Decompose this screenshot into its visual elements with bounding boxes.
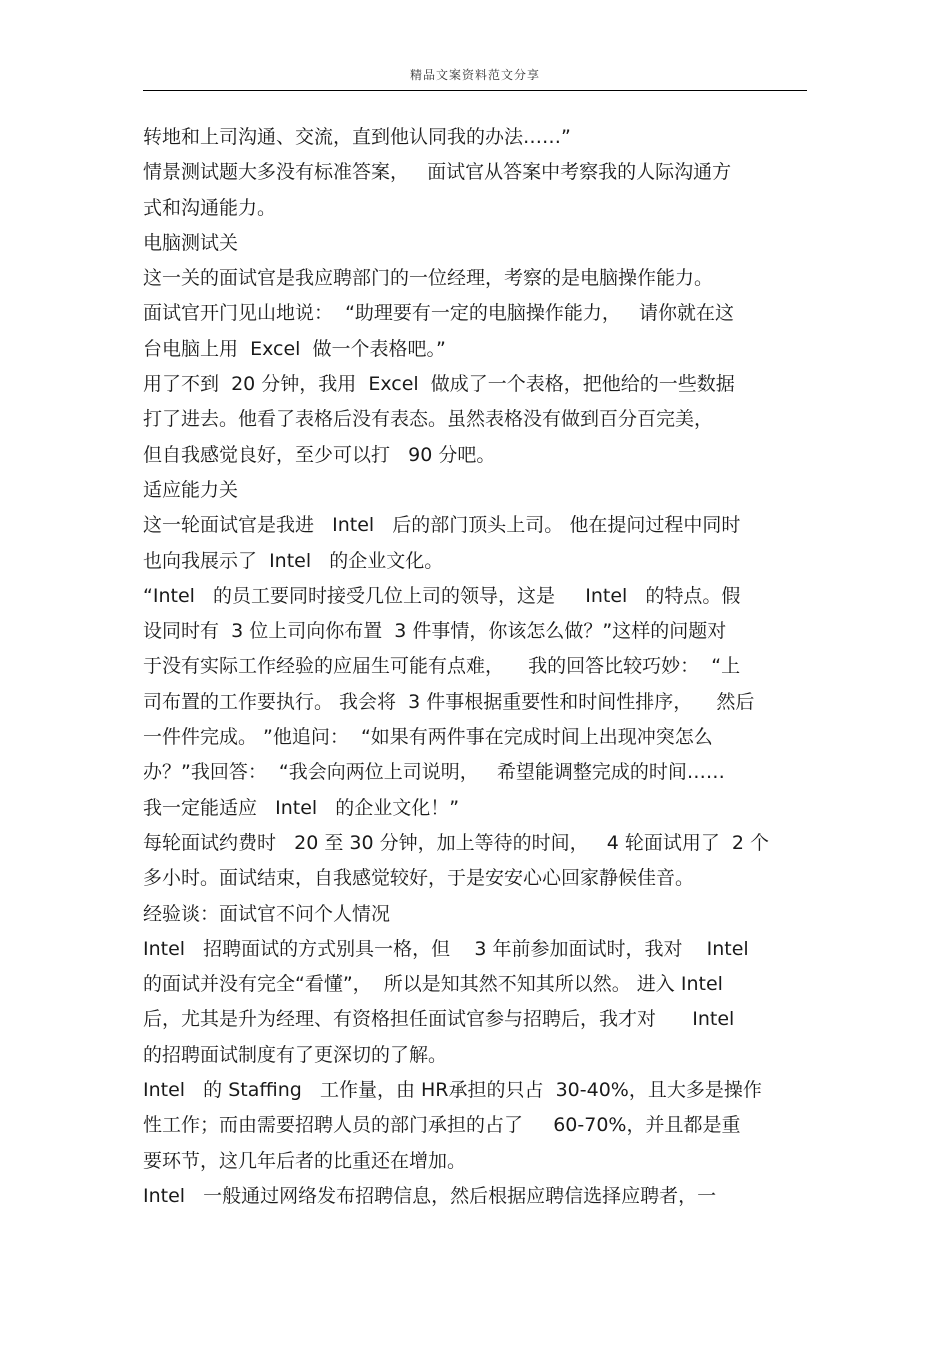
text-line: 要环节，这几年后者的比重还在增加。 bbox=[143, 1149, 467, 1172]
text-line: 多小时。面试结束，自我感觉较好，于是安安心心回家静候佳音。 bbox=[143, 867, 695, 890]
text-line: 转地和上司沟通、交流，直到他认同我的办法……” bbox=[143, 126, 571, 148]
text-line: 后，尤其是升为经理、有资格担任面试官参与招聘后，我才对 Intel bbox=[143, 1008, 735, 1031]
text-line: 司布置的工作要执行。 我会将 3 件事根据重要性和时间性排序， 然后 bbox=[143, 690, 755, 713]
text-line: 的招聘面试制度有了更深切的了解。 bbox=[143, 1043, 448, 1066]
text-line: Intel 招聘面试的方式别具一格，但 3 年前参加面试时，我对 Intel bbox=[143, 937, 749, 960]
text-line: 台电脑上用 Excel 做一个表格吧。” bbox=[143, 337, 446, 360]
text-line: 办？”我回答： “我会向两位上司说明， 希望能调整完成的时间…… bbox=[143, 761, 725, 784]
text-line: 这一轮面试官是我进 Intel 后的部门顶头上司。 他在提问过程中同时 bbox=[143, 514, 741, 537]
section-heading: 电脑测试关 bbox=[143, 231, 239, 254]
text-line: 这一关的面试官是我应聘部门的一位经理，考察的是电脑操作能力。 bbox=[143, 267, 714, 290]
text-line: 设同时有 3 位上司向你布置 3 件事情，你该怎么做？”这样的问题对 bbox=[143, 620, 727, 643]
text-line: 也向我展示了 Intel 的企业文化。 bbox=[143, 549, 444, 572]
page-header-title: 精品文案资料范文分享 bbox=[409, 68, 540, 82]
text-line: Intel 一般通过网络发布招聘信息，然后根据应聘信选择应聘者，一 bbox=[143, 1184, 717, 1207]
text-line: 式和沟通能力。 bbox=[143, 196, 277, 219]
header-divider bbox=[143, 90, 807, 91]
body-text bbox=[143, 120, 807, 1214]
text-line: 用了不到 20 分钟，我用 Excel 做成了一个表格，把他给的一些数据 bbox=[143, 373, 735, 396]
text-line: “Intel 的员工要同时接受几位上司的领导，这是 Intel 的特点。假 bbox=[143, 584, 741, 607]
text-line: 的面试并没有完全“看懂”， 所以是知其然不知其所以然。 进入 Intel bbox=[143, 973, 723, 996]
text-line: Intel 的 Staffing 工作量，由 HR承担的只占 30-40%，且大多是操作 bbox=[143, 1079, 762, 1102]
text-line: 但自我感觉良好，至少可以打 90 分吧。 bbox=[143, 443, 496, 466]
text-line: 打了进去。他看了表格后没有表态。虽然表格没有做到百分百完美， bbox=[143, 408, 714, 431]
text-line: 性工作；而由需要招聘人员的部门承担的占了 60-70%，并且都是重 bbox=[143, 1114, 741, 1137]
text-line: 一件件完成。 ”他追问： “如果有两件事在完成时间上出现冲突怎么 bbox=[143, 726, 713, 749]
text-line: 于没有实际工作经验的应届生可能有点难， 我的回答比较巧妙： “上 bbox=[143, 655, 741, 678]
section-heading: 经验谈：面试官不问个人情况 bbox=[143, 902, 391, 925]
text-line: 每轮面试约费时 20 至 30 分钟，加上等待的时间， 4 轮面试用了 2 个 bbox=[143, 831, 770, 854]
text-line: 我一定能适应 Intel 的企业文化！” bbox=[143, 796, 460, 819]
text-line: 面试官开门见山地说： “助理要有一定的电脑操作能力， 请你就在这 bbox=[143, 302, 735, 325]
section-heading: 适应能力关 bbox=[143, 478, 239, 501]
text-line: 情景测试题大多没有标准答案， 面试官从答案中考察我的人际沟通方 bbox=[143, 161, 732, 184]
